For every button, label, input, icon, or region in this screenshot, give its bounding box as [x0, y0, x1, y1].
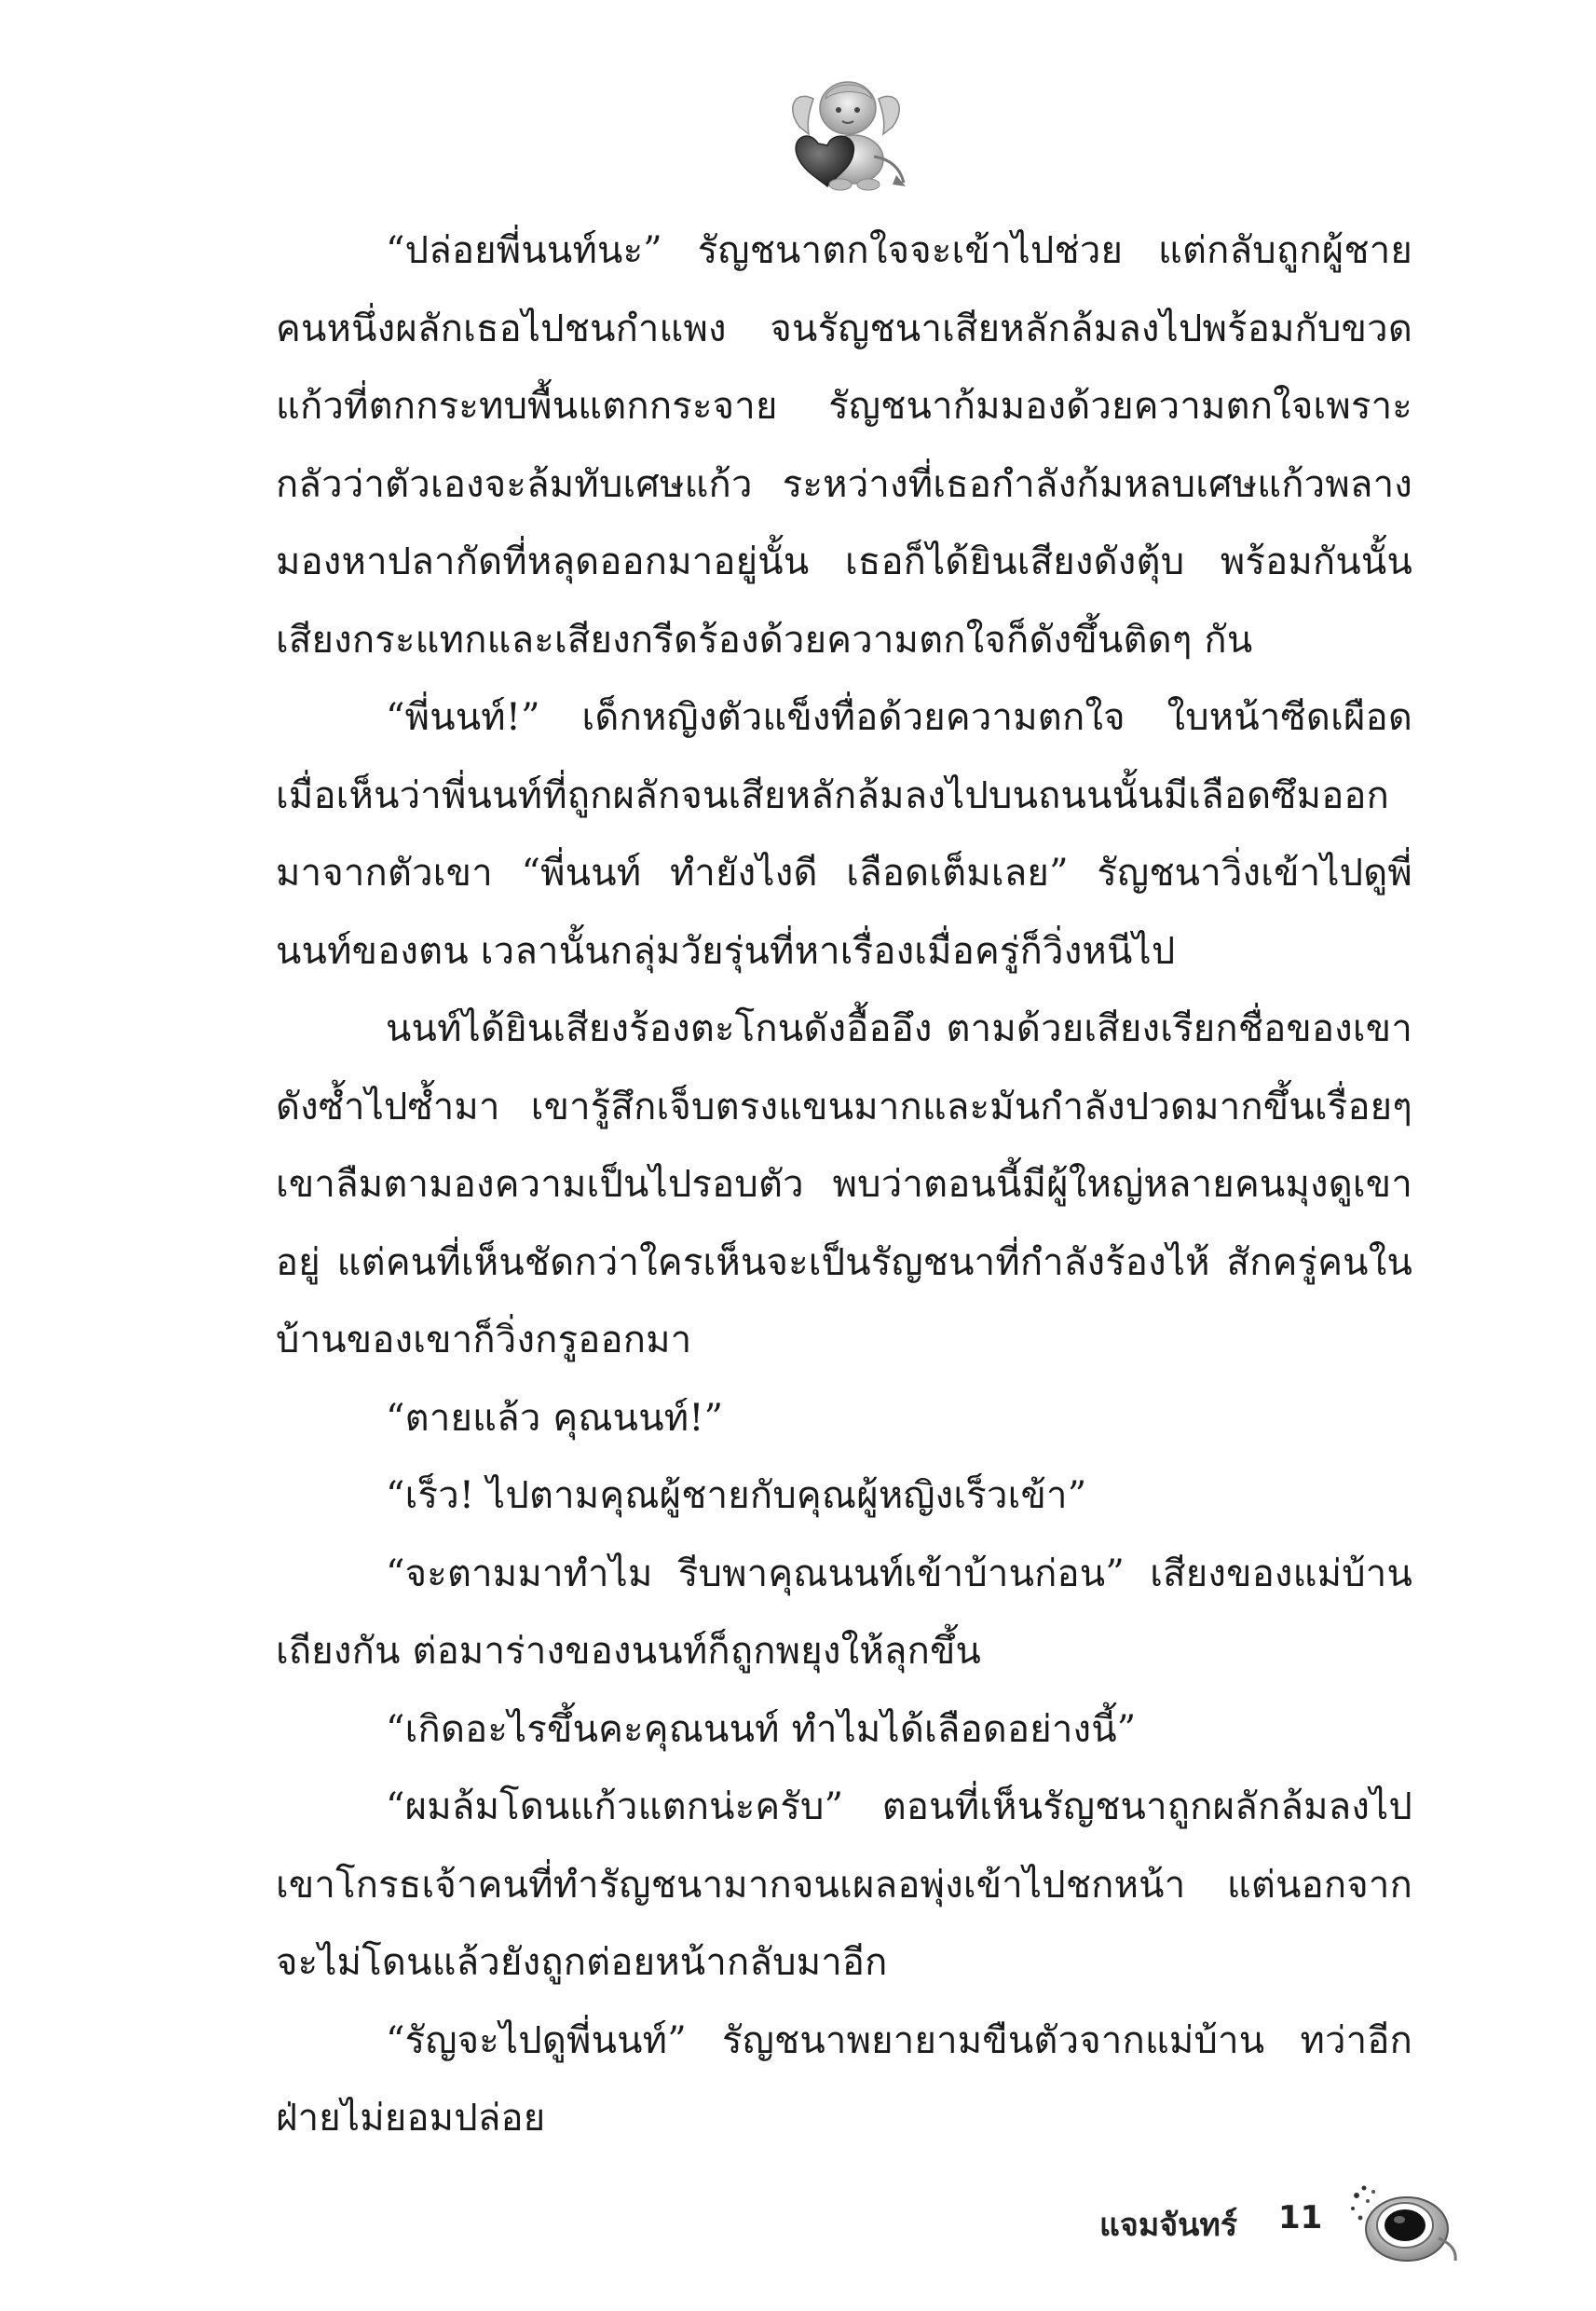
paragraph: “พี่นนท์!” เด็กหญิงตัวแข็งทื่อด้วยความตกใจ ใบหน้าซีดเผือดเมื่อเห็นว่าพี่นนท์ที่ถูกผลักจนเสียหลักล้มลงไปบนถนนนั้นมีเลือดซึมออกมาจากตัวเขา “พี่นนท์ ทำยังไงดี เลือดเต็มเลย” รัญชนาวิ่งเข้าไปดูพี่นนท์ของตน เวลานั้นกลุ่มวัยรุ่นที่หาเรื่องเมื่อครู่ก็วิ่งหนีไป: [276, 696, 1412, 973]
book-title: แจมจันทร์: [1099, 2207, 1238, 2244]
paragraph: “ผมล้มโดนแก้วแตกน่ะครับ” ตอนที่เห็นรัญชนาถูกผลักล้มลงไปเขาโกรธเจ้าคนที่ทำรัญชนามากจนเผลอพุ่งเข้าไปชกหน้า แต่นอกจากจะไม่โดนแล้วยังถูกต่อยหน้ากลับมาอีก: [276, 1785, 1412, 1984]
body-text: [276, 212, 1412, 2158]
page-footer: [1099, 2181, 1472, 2264]
paragraph: “เกิดอะไรขึ้นคะคุณนนท์ ทำไมได้เลือดอย่างนี้”: [386, 1707, 1137, 1751]
paragraph: “เร็ว! ไปตามคุณผู้ชายกับคุณผู้หญิงเร็วเข้า”: [386, 1474, 1087, 1517]
paragraph: “รัญจะไปดูพี่นนท์” รัญชนาพยายามขืนตัวจากแม่บ้าน ทว่าอีกฝ่ายไม่ยอมปล่อย: [276, 2018, 1412, 2140]
paragraph: “จะตามมาทำไม รีบพาคุณนนท์เข้าบ้านก่อน” เสียงของแม่บ้านเถียงกัน ต่อมาร่างของนนท์ก็ถูกพยุงให้ลุกขึ้น: [276, 1552, 1412, 1673]
coffee-cup-icon: [1349, 2181, 1461, 2264]
paragraph: นนท์ได้ยินเสียงร้องตะโกนดังอื้ออึง ตามด้วยเสียงเรียกชื่อของเขาดังซ้ำไปซ้ำมา เขารู้สึกเจ็บตรงแขนมากและมันกำลังปวดมากขึ้นเรื่อยๆ เขาลืมตามองความเป็นไปรอบตัว พบว่าตอนนี้มีผู้ใหญ่หลายคนมุงดูเขาอยู่ แต่คนที่เห็นชัดกว่าใครเห็นจะเป็นรัญชนาที่กำลังร้องไห้ สักครู่คนในบ้านของเขาก็วิ่งกรูออกมา: [276, 1007, 1412, 1361]
paragraph: “ตายแล้ว คุณนนท์!”: [386, 1396, 724, 1440]
paragraph: “ปล่อยพี่นนท์นะ” รัญชนาตกใจจะเข้าไปช่วย แต่กลับถูกผู้ชายคนหนึ่งผลักเธอไปชนกำแพง จนรัญชนาเสียหลักล้มลงไปพร้อมกับขวดแก้วที่ตกกระทบพื้นแตกกระจาย รัญชนาก้มมองด้วยความตกใจเพราะกลัวว่าตัวเองจะล้มทับเศษแก้ว ระหว่างที่เธอกำลังก้มหลบเศษแก้วพลางมองหาปลากัดที่หลุดออกมาอยู่นั้น เธอก็ได้ยินเสียงดังตุ้บ พร้อมกันนั้นเสียงกระแทกและเสียงกรีดร้องด้วยความตกใจก็ดังขึ้นติดๆ กัน: [276, 229, 1412, 662]
page-number: 11: [1278, 2199, 1323, 2236]
cupid-with-heart-icon: [781, 71, 911, 192]
